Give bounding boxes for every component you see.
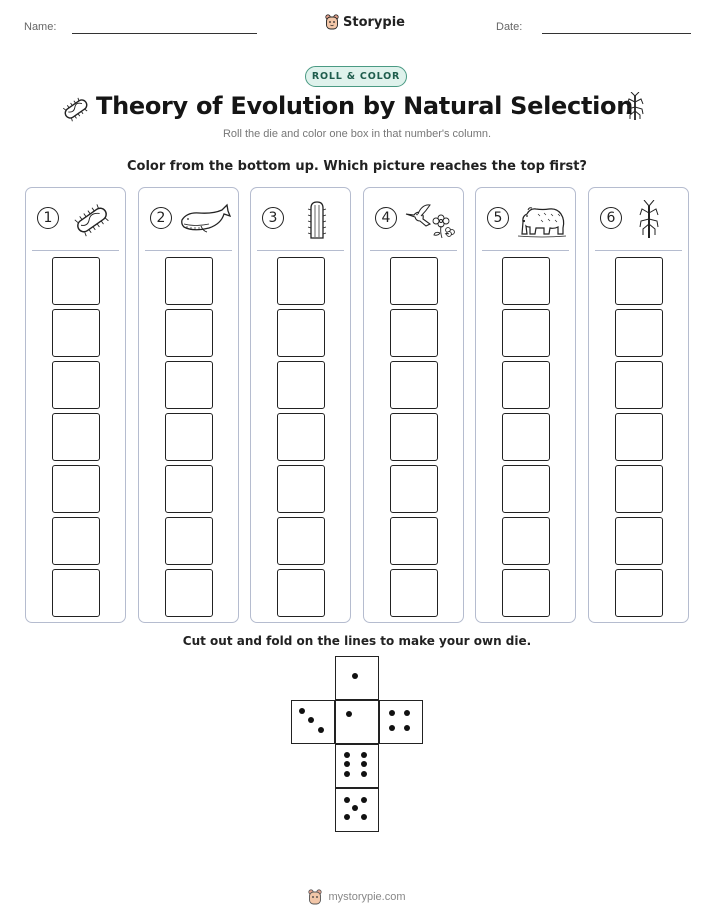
color-box[interactable] <box>52 465 100 513</box>
whale-icon <box>179 200 231 240</box>
color-box[interactable] <box>165 413 213 461</box>
color-box[interactable] <box>390 309 438 357</box>
die-pip <box>404 725 410 731</box>
die-pip <box>361 761 367 767</box>
die-pip <box>361 771 367 777</box>
color-box[interactable] <box>390 517 438 565</box>
die-face-one-center <box>335 700 379 744</box>
die-pip <box>344 761 350 767</box>
page-title: Theory of Evolution by Natural Selection <box>96 92 634 120</box>
logo-text: Storypie <box>343 14 405 30</box>
color-box[interactable] <box>390 413 438 461</box>
date-label: Date: <box>496 21 523 33</box>
color-box[interactable] <box>615 517 663 565</box>
color-box[interactable] <box>277 361 325 409</box>
color-box[interactable] <box>615 361 663 409</box>
roll-color-badge: ROLL & COLOR <box>305 66 407 87</box>
column-number: 1 <box>37 207 59 229</box>
color-box[interactable] <box>52 413 100 461</box>
die-face-three <box>291 700 335 744</box>
color-box[interactable] <box>502 465 550 513</box>
color-box[interactable] <box>502 413 550 461</box>
color-box[interactable] <box>615 569 663 617</box>
color-box[interactable] <box>502 361 550 409</box>
column-number: 3 <box>262 207 284 229</box>
color-box[interactable] <box>615 257 663 305</box>
name-line[interactable] <box>72 33 257 34</box>
color-box[interactable] <box>615 413 663 461</box>
die-pip <box>352 673 358 679</box>
color-box[interactable] <box>277 569 325 617</box>
coloring-instruction: Color from the bottom up. Which picture reaches the top first? <box>127 159 587 174</box>
die-pip <box>318 727 324 733</box>
color-box[interactable] <box>165 569 213 617</box>
column-6 <box>588 187 689 623</box>
column-number: 6 <box>600 207 622 229</box>
color-box[interactable] <box>165 309 213 357</box>
color-box[interactable] <box>502 569 550 617</box>
name-label: Name: <box>24 21 57 33</box>
color-box[interactable] <box>277 465 325 513</box>
color-box[interactable] <box>165 257 213 305</box>
column-number: 2 <box>150 207 172 229</box>
column-number: 4 <box>375 207 397 229</box>
stick-insect-icon <box>629 200 681 240</box>
polar-bear-icon <box>516 200 568 240</box>
storypie-mascot-icon <box>308 889 322 905</box>
color-box[interactable] <box>277 517 325 565</box>
die-face-one-top <box>335 656 379 700</box>
color-box[interactable] <box>390 569 438 617</box>
bacterium-title-icon <box>60 94 92 124</box>
column-4 <box>363 187 464 623</box>
color-box[interactable] <box>52 517 100 565</box>
storypie-logo <box>325 14 405 30</box>
column-divider <box>482 250 569 251</box>
color-box[interactable] <box>52 361 100 409</box>
color-box[interactable] <box>615 465 663 513</box>
stick-insect-title-icon <box>624 92 646 122</box>
column-divider <box>32 250 119 251</box>
color-box[interactable] <box>390 465 438 513</box>
subtitle: Roll the die and color one box in that number's column. <box>222 128 492 140</box>
die-pip <box>308 717 314 723</box>
die-pip <box>299 708 305 714</box>
column-5 <box>475 187 576 623</box>
footer <box>0 889 714 905</box>
die-pip <box>352 805 358 811</box>
color-box[interactable] <box>277 309 325 357</box>
color-box[interactable] <box>165 361 213 409</box>
color-box[interactable] <box>165 465 213 513</box>
column-3 <box>250 187 351 623</box>
color-box[interactable] <box>502 309 550 357</box>
color-box[interactable] <box>502 257 550 305</box>
color-box[interactable] <box>390 257 438 305</box>
color-box[interactable] <box>52 309 100 357</box>
die-instruction: Cut out and fold on the lines to make your own die. <box>182 634 532 648</box>
column-number: 5 <box>487 207 509 229</box>
die-pip <box>344 752 350 758</box>
die-pip <box>389 710 395 716</box>
die-pip <box>361 797 367 803</box>
date-line[interactable] <box>542 33 691 34</box>
column-1 <box>25 187 126 623</box>
color-box[interactable] <box>615 309 663 357</box>
die-pip <box>361 814 367 820</box>
die-pip <box>404 710 410 716</box>
column-2 <box>138 187 239 623</box>
column-divider <box>257 250 344 251</box>
color-box[interactable] <box>52 257 100 305</box>
color-box[interactable] <box>277 257 325 305</box>
die-pip <box>344 771 350 777</box>
color-box[interactable] <box>165 517 213 565</box>
bacterium-icon <box>66 200 118 240</box>
storypie-mascot-icon <box>325 14 339 30</box>
color-box[interactable] <box>52 569 100 617</box>
die-face-four <box>379 700 423 744</box>
footer-link[interactable]: mystorypie.com <box>328 891 406 903</box>
color-box[interactable] <box>390 361 438 409</box>
die-face-five <box>335 788 379 832</box>
die-pip <box>389 725 395 731</box>
color-box[interactable] <box>277 413 325 461</box>
die-face-six <box>335 744 379 788</box>
hummingbird-icon <box>404 200 456 240</box>
column-divider <box>145 250 232 251</box>
die-pip <box>344 797 350 803</box>
color-box[interactable] <box>502 517 550 565</box>
column-divider <box>370 250 457 251</box>
cactus-icon <box>291 200 343 240</box>
column-divider <box>595 250 682 251</box>
die-pip <box>344 814 350 820</box>
die-pip <box>361 752 367 758</box>
die-pip <box>346 711 352 717</box>
